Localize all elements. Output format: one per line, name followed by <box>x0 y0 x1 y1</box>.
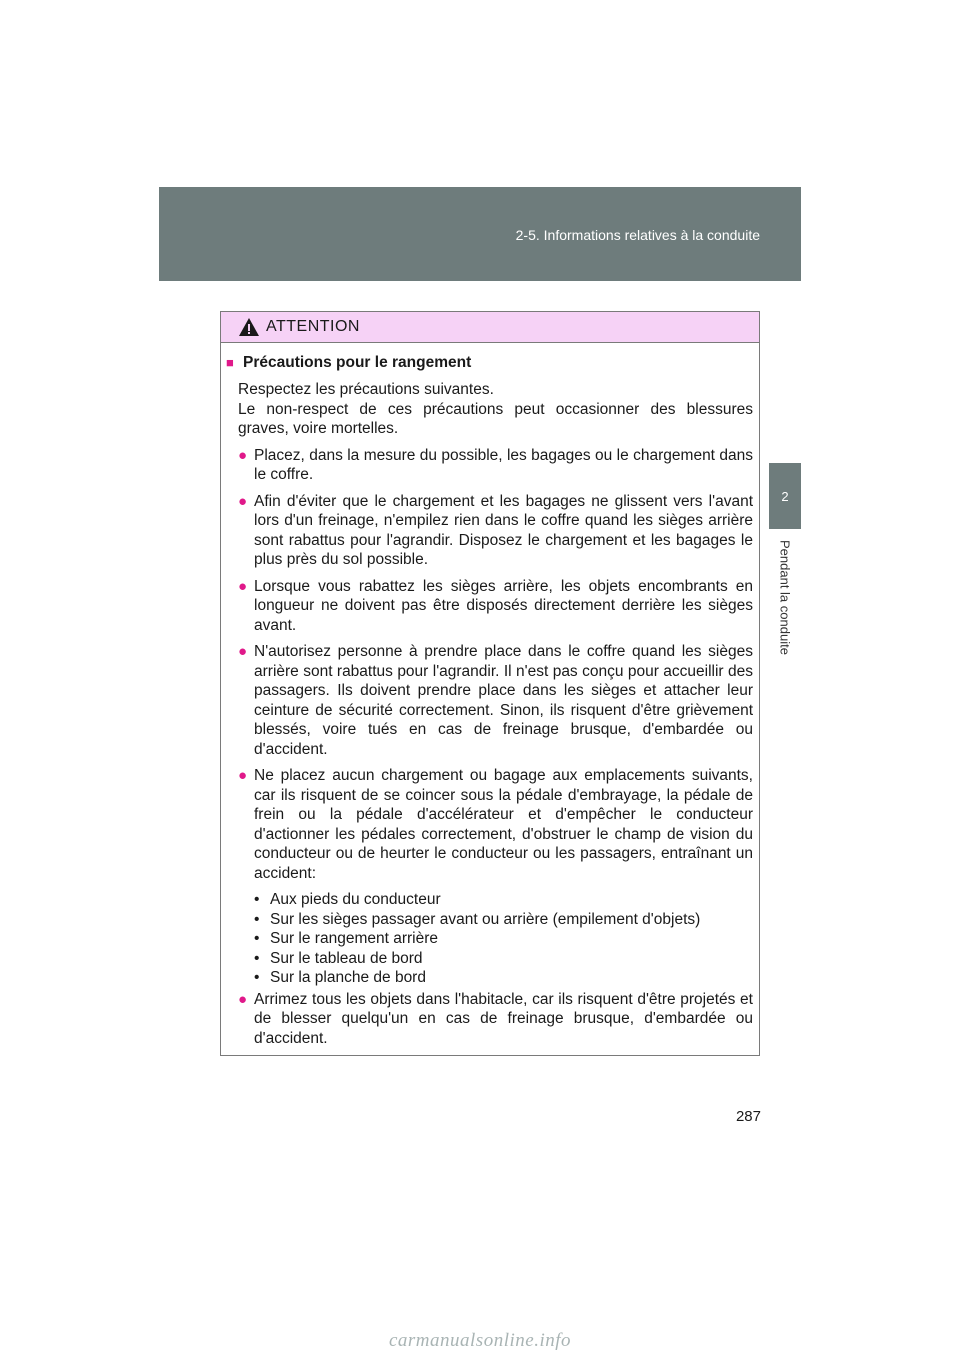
warning-title: ATTENTION <box>266 318 360 335</box>
list-item-text: Arrimez tous les objets dans l'habitacle, car ils risquent d'être projetés et de blesser quelqu'un en cas de freinage brusque, d'embardée ou d'accident. <box>254 990 753 1047</box>
list-item <box>238 642 753 759</box>
header-band <box>159 187 801 281</box>
watermark: carmanualsonline.info <box>388 1330 572 1351</box>
chapter-number: 2 <box>781 488 789 504</box>
dot-bullet-icon: ● <box>238 577 248 595</box>
warning-body <box>221 343 759 1048</box>
sublist-item-text: Sur le rangement arrière <box>270 930 438 947</box>
dot-bullet-icon: ● <box>238 492 248 510</box>
warning-triangle-icon <box>238 317 260 337</box>
list-item-text: Afin d'éviter que le chargement et les bagages ne glissent vers l'avant lors d'un freinage, n'empilez rien dans le coffre quand les sièges arrière sont rabattus pour l'agrandir. Disposez le chargement et les bagages le plus près du sol possible. <box>254 492 753 568</box>
sublist-item: • Sur la planche de bord <box>254 969 426 986</box>
chapter-label: Pendant la conduite <box>777 540 793 655</box>
list-item-text: Ne placez aucun chargement ou bagage aux emplacements suivants, car ils risquent de se coincer sous la pédale d'embrayage, la pédale de frein ou la pédale d'accélérateur et d'empêcher le conducteur d'actionner les pédales correctement, d'obstruer le champ de vision du conducteur ou de heurter le conducteur ou les passagers, entraînant un accident: <box>254 767 753 882</box>
sublist-item: • Sur le rangement arrière <box>254 930 438 947</box>
section-title <box>226 353 753 373</box>
square-bullet-icon: ■ <box>226 355 234 370</box>
list-item <box>238 492 753 570</box>
sublist-item-text: Sur les sièges passager avant ou arrière (empilement d'objets) <box>270 910 701 928</box>
list-item-text: Placez, dans la mesure du possible, les bagages ou le chargement dans le coffre. <box>254 446 753 483</box>
list-item-text: Lorsque vous rabattez les sièges arrière, les objets encombrants en longueur ne doivent pas être disposés directement derrière les sièges avant. <box>254 577 753 634</box>
list-item <box>238 766 753 883</box>
list-item <box>238 446 753 485</box>
intro-text: Respectez les précautions suivantes. Le non-respect de ces précautions peut occasionner des blessures graves, voire mortelles. <box>238 381 753 437</box>
sublist-item-text: Sur la planche de bord <box>270 969 426 986</box>
sublist-item: • Sur les sièges passager avant ou arrière (empilement d'objets) <box>254 910 701 928</box>
sublist-item-text: Aux pieds du conducteur <box>270 891 441 908</box>
warning-box <box>220 311 760 1056</box>
chapter-tab[interactable] <box>769 463 801 529</box>
location-sublist <box>254 890 753 988</box>
list-item <box>238 577 753 636</box>
warning-header <box>221 312 759 343</box>
sublist-item: • Sur le tableau de bord <box>254 949 423 967</box>
dot-bullet-icon: ● <box>238 446 248 464</box>
dot-bullet-icon: ● <box>238 990 248 1008</box>
dot-bullet-icon: ● <box>238 767 248 784</box>
section-title-text: Précautions pour le rangement <box>243 354 472 371</box>
list-item <box>238 990 753 1049</box>
dot-bullet-icon: ● <box>238 643 248 660</box>
section-heading: 2-5. Informations relatives à la conduite <box>515 227 760 243</box>
list-item-text: N'autorisez personne à prendre place dans le coffre quand les sièges arrière sont rabattus pour l'agrandir. Il n'est pas conçu pour accueillir des passagers. Ils doivent prendre place dans les sièges et attacher leur ceinture de sécurité correctement. Sinon, ils risquent d'être grièvement blessés, voire tués en cas de freinage brusque, d'embardée ou d'accident. <box>254 643 753 758</box>
sublist-item: • Aux pieds du conducteur <box>254 891 441 908</box>
sublist-item-text: Sur le tableau de bord <box>270 949 423 967</box>
page-number: 287 <box>735 1108 761 1125</box>
